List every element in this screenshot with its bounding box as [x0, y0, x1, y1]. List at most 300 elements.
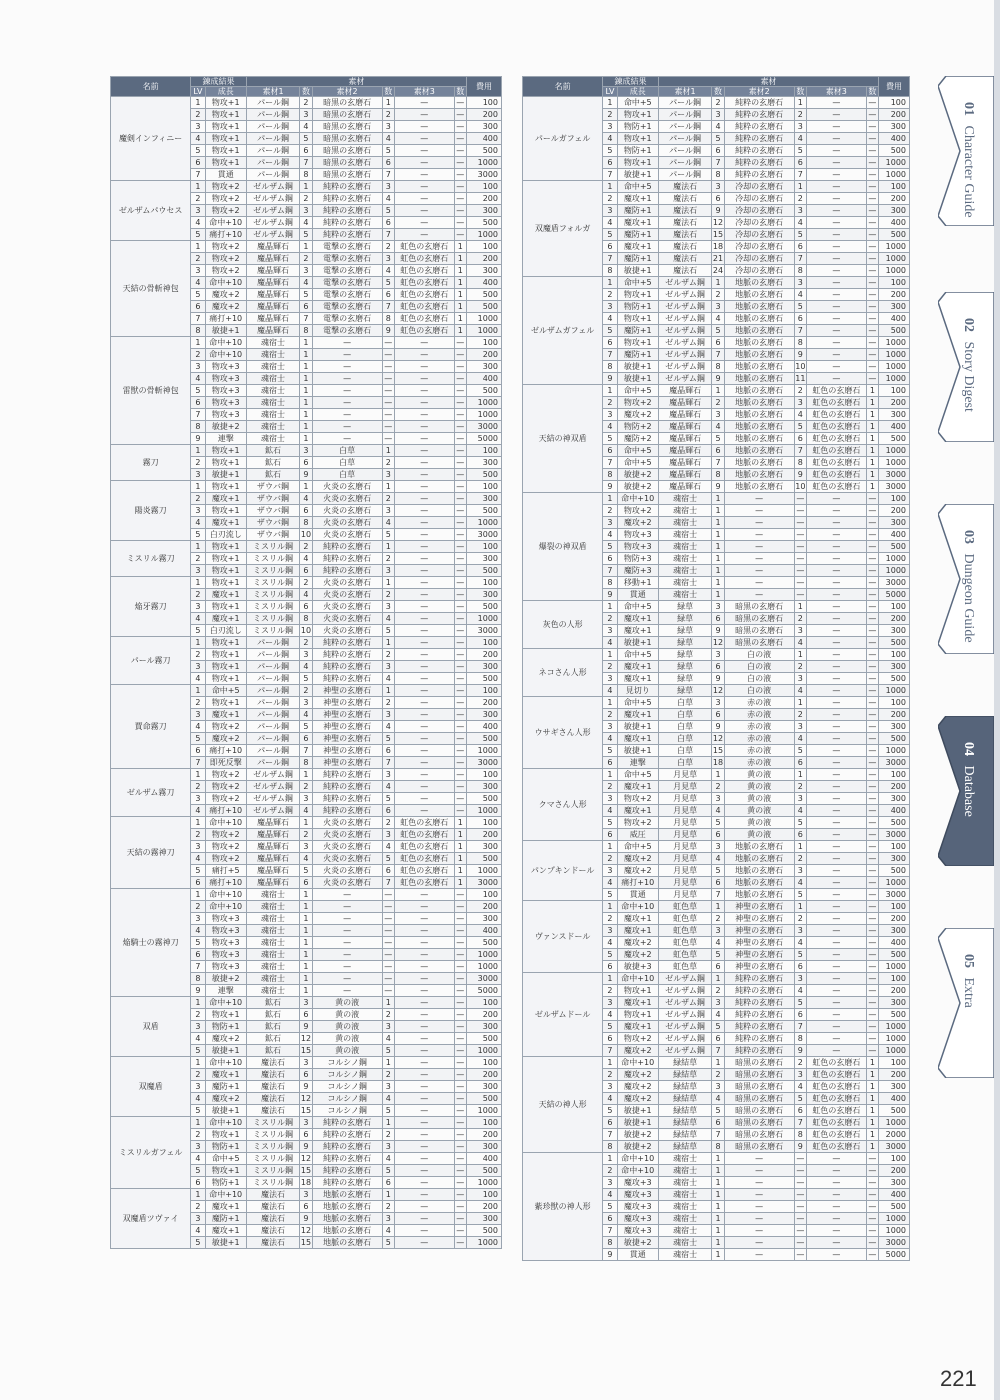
table-cell: 4: [603, 637, 617, 649]
table-cell: —: [454, 1057, 466, 1069]
table-cell: 虹色の玄磨石: [807, 433, 867, 445]
table-cell: 400: [879, 937, 910, 949]
table-cell: 純粋の玄磨石: [312, 637, 382, 649]
table-cell: 5: [300, 673, 312, 685]
table-cell: 2: [382, 241, 394, 253]
header-growth: 成長: [205, 87, 246, 97]
table-cell: 18: [712, 757, 724, 767]
table-cell: 5000: [879, 1249, 910, 1261]
table-cell: —: [454, 973, 466, 985]
table-cell: 魔晶輝石: [246, 829, 300, 841]
table-cell: 命中+10: [205, 997, 246, 1009]
table-cell: —: [807, 181, 867, 193]
table-cell: 1: [603, 901, 617, 913]
table-cell: 魔法石: [246, 1093, 300, 1105]
table-cell: 15: [712, 229, 724, 239]
table-cell: ゼルザム鋼: [246, 769, 300, 781]
table-cell: —: [866, 853, 878, 865]
table-row: [523, 769, 910, 781]
table-cell: —: [866, 1009, 878, 1021]
table-cell: 物攻+1: [617, 157, 658, 169]
table-cell: 7: [794, 253, 806, 265]
table-cell: 7: [300, 745, 312, 757]
table-cell: 4: [300, 121, 312, 133]
table-cell: 1: [866, 457, 878, 469]
table-cell: 2: [191, 829, 205, 841]
table-cell: 虹色の玄磨石: [394, 289, 454, 301]
table-cell: 魂宿士: [658, 517, 712, 529]
tab-story-digest[interactable]: [938, 292, 994, 442]
table-cell: ミスリル鋼: [246, 553, 300, 565]
table-cell: 魔攻+2: [617, 1081, 658, 1093]
table-cell: 1000: [879, 565, 910, 577]
table-cell: 純粋の玄磨石: [312, 781, 382, 793]
table-cell: 300: [466, 457, 501, 469]
table-cell: —: [807, 337, 867, 349]
table-cell: 7: [382, 877, 394, 889]
table-cell: —: [394, 1165, 454, 1177]
table-cell: 痛打+5: [205, 865, 246, 877]
table-cell: 1000: [466, 1177, 501, 1189]
table-cell: —: [807, 169, 867, 181]
table-cell: 3: [382, 661, 394, 673]
table-cell: 神聖の玄磨石: [312, 685, 382, 697]
table-cell: 400: [879, 217, 910, 229]
table-cell: 3: [300, 265, 312, 277]
table-cell: 魔攻+1: [617, 913, 658, 925]
table-cell: —: [394, 565, 454, 577]
table-cell: 500: [466, 1165, 501, 1177]
table-cell: ゼルザム鋼: [246, 229, 300, 241]
table-cell: 魔法石: [246, 1237, 300, 1249]
table-cell: 9: [300, 1141, 312, 1153]
table-cell: —: [794, 589, 806, 601]
table-cell: —: [807, 925, 867, 937]
table-cell: 1: [866, 1129, 878, 1141]
table-cell: 200: [466, 1129, 501, 1141]
table-cell: 1: [866, 1117, 878, 1129]
table-cell: 5: [712, 133, 724, 145]
table-cell: 3: [603, 625, 617, 637]
table-cell: 物攻+2: [617, 397, 658, 409]
table-cell: 100: [466, 97, 501, 109]
table-cell: 6: [712, 709, 724, 721]
table-cell: 1: [712, 769, 724, 781]
table-cell: 2: [712, 1069, 724, 1081]
item-name: 賈命霧刀: [111, 685, 191, 769]
table-cell: 1: [454, 877, 466, 889]
table-cell: —: [807, 961, 867, 973]
table-cell: 3: [191, 841, 205, 853]
table-cell: 火炎の玄磨石: [312, 625, 382, 637]
table-cell: 4: [794, 985, 806, 997]
table-cell: —: [454, 1201, 466, 1213]
table-cell: 敏捷+1: [205, 1105, 246, 1117]
table-row: [111, 997, 502, 1009]
table-cell: —: [394, 637, 454, 649]
table-cell: 1: [454, 853, 466, 865]
table-cell: 純粋の玄磨石: [724, 1009, 794, 1021]
table-cell: ゼルザム鋼: [658, 985, 712, 997]
table-cell: 1: [300, 373, 312, 385]
table-cell: —: [394, 409, 454, 421]
table-cell: —: [394, 361, 454, 373]
table-cell: 200: [879, 193, 910, 205]
table-cell: 物攻+1: [205, 601, 246, 613]
table-cell: 1: [866, 469, 878, 481]
table-cell: 3000: [879, 1237, 910, 1249]
table-cell: 魂宿士: [658, 553, 712, 565]
table-cell: 虹色の玄磨石: [807, 1105, 867, 1117]
table-cell: —: [724, 493, 794, 505]
table-cell: 5: [300, 865, 312, 877]
table-cell: 電撃の玄磨石: [312, 325, 382, 337]
table-cell: 1000: [879, 1045, 910, 1057]
table-cell: —: [454, 577, 466, 589]
table-row: [111, 445, 502, 457]
table-cell: 1: [191, 637, 205, 649]
table-cell: —: [866, 709, 878, 721]
table-cell: —: [866, 817, 878, 829]
table-cell: 神聖の玄磨石: [312, 709, 382, 721]
table-cell: 8: [794, 265, 806, 277]
table-cell: —: [807, 757, 867, 769]
table-cell: 300: [879, 661, 910, 673]
table-cell: ザウバ鋼: [246, 481, 300, 493]
table-cell: —: [394, 1213, 454, 1225]
table-cell: 暗黒の玄磨石: [724, 625, 794, 637]
table-cell: 4: [794, 877, 806, 889]
table-row: [523, 385, 910, 397]
table-cell: 緑結草: [658, 1105, 712, 1117]
table-cell: 4: [300, 553, 312, 565]
table-cell: —: [454, 205, 466, 217]
table-cell: —: [454, 1045, 466, 1057]
header-qty: 数: [712, 87, 724, 97]
table-cell: 5: [191, 385, 205, 397]
table-cell: 虹色の玄磨石: [807, 421, 867, 433]
table-cell: 300: [879, 409, 910, 421]
table-cell: 3: [300, 205, 312, 217]
table-cell: ゼルザム鋼: [246, 217, 300, 229]
table-cell: 3000: [879, 889, 910, 901]
table-cell: 5: [603, 1021, 617, 1033]
table-cell: 1: [300, 937, 312, 949]
table-cell: 5: [191, 1105, 205, 1117]
table-cell: 純粋の玄磨石: [312, 1177, 382, 1189]
table-cell: —: [807, 577, 867, 589]
table-cell: 2: [382, 589, 394, 601]
table-cell: —: [866, 1153, 878, 1165]
table-cell: —: [866, 505, 878, 517]
table-cell: 魔法石: [246, 1225, 300, 1237]
table-cell: 物防+1: [205, 1021, 246, 1033]
table-cell: 敏捷+1: [617, 265, 658, 277]
table-cell: 5: [712, 817, 724, 829]
table-cell: —: [382, 961, 394, 973]
table-cell: —: [312, 937, 382, 949]
table-cell: —: [394, 1057, 454, 1069]
table-cell: 魔防+1: [617, 229, 658, 241]
table-cell: —: [807, 877, 867, 889]
tab-label: 02 Story Digest: [961, 318, 976, 412]
table-cell: 地脈の玄磨石: [724, 469, 794, 481]
table-cell: 魔晶輝石: [658, 445, 712, 457]
table-cell: 物攻+1: [205, 649, 246, 661]
table-cell: 8: [603, 1141, 617, 1153]
table-cell: 敏捷+1: [617, 1117, 658, 1129]
table-cell: 1: [191, 481, 205, 493]
table-cell: 純粋の玄磨石: [724, 1021, 794, 1033]
table-cell: 8: [794, 1033, 806, 1045]
table-cell: —: [394, 1201, 454, 1213]
table-cell: 火炎の玄磨石: [312, 829, 382, 841]
table-cell: 300: [879, 301, 910, 313]
table-cell: —: [454, 397, 466, 409]
table-cell: 魔防+2: [617, 433, 658, 445]
table-cell: —: [807, 793, 867, 805]
table-cell: 500: [466, 385, 501, 397]
table-cell: 2: [603, 853, 617, 865]
table-cell: 6: [300, 1069, 312, 1081]
table-cell: 物攻+2: [617, 505, 658, 517]
table-cell: 鉱石: [246, 469, 300, 481]
table-cell: ゼルザム鋼: [246, 205, 300, 217]
table-cell: 虹色の玄磨石: [807, 1057, 867, 1069]
header-qty: 数: [866, 87, 878, 97]
item-name: 双魔盾ツヴァイ: [111, 1189, 191, 1249]
table-cell: 電撃の玄磨石: [312, 313, 382, 325]
table-cell: 地脈の玄磨石: [724, 325, 794, 337]
table-cell: 2: [300, 97, 312, 109]
table-cell: 敏捷+3: [617, 961, 658, 973]
table-cell: 6: [300, 733, 312, 745]
table-cell: —: [394, 169, 454, 181]
table-cell: 魔防+1: [617, 205, 658, 217]
table-cell: 物攻+3: [205, 937, 246, 949]
table-cell: 100: [879, 97, 910, 109]
table-cell: 1: [866, 1069, 878, 1081]
table-cell: パール鋼: [246, 169, 300, 181]
table-row: [111, 97, 502, 109]
table-cell: ゼルザム鋼: [246, 181, 300, 193]
table-cell: —: [394, 1141, 454, 1153]
table-cell: 7: [191, 169, 205, 181]
table-cell: —: [394, 1153, 454, 1165]
table-cell: パール鋼: [246, 121, 300, 133]
table-cell: 白草: [658, 745, 712, 757]
item-name: 天結の神双盾: [523, 385, 603, 493]
table-cell: 魔法石: [658, 205, 712, 217]
table-cell: 痛打+10: [617, 877, 658, 889]
table-cell: 鉱石: [246, 445, 300, 457]
table-cell: 虹色の玄磨石: [394, 253, 454, 265]
table-cell: 21: [712, 253, 724, 263]
table-cell: 3000: [879, 469, 910, 481]
table-cell: 魔法石: [658, 217, 712, 229]
table-cell: 命中+5: [617, 385, 658, 397]
table-cell: 6: [191, 157, 205, 169]
table-cell: 100: [466, 1189, 501, 1201]
table-cell: 地脈の玄磨石: [312, 1225, 382, 1237]
table-cell: 物攻+1: [205, 541, 246, 553]
table-cell: 純粋の玄磨石: [312, 565, 382, 577]
table-cell: 虹色の玄磨石: [807, 1141, 867, 1153]
table-cell: —: [382, 937, 394, 949]
table-cell: 暗黒の玄磨石: [724, 613, 794, 625]
table-cell: —: [312, 949, 382, 961]
table-cell: 魂宿士: [246, 985, 300, 997]
tab-extra[interactable]: [938, 928, 994, 1078]
table-cell: 魔晶輝石: [658, 385, 712, 397]
table-cell: 3: [712, 841, 724, 853]
table-cell: 火炎の玄磨石: [312, 853, 382, 865]
table-cell: —: [394, 229, 454, 241]
table-cell: 2: [191, 193, 205, 205]
table-cell: 純粋の玄磨石: [312, 1165, 382, 1177]
header-cost: 費用: [466, 77, 501, 97]
table-cell: 物攻+1: [205, 577, 246, 589]
table-cell: 暗黒の玄磨石: [724, 1141, 794, 1153]
table-cell: —: [866, 1237, 878, 1249]
table-cell: 6: [603, 961, 617, 973]
table-cell: 8: [300, 757, 312, 769]
table-cell: 9: [382, 325, 394, 337]
table-cell: 魂宿士: [658, 589, 712, 601]
table-cell: —: [382, 361, 394, 373]
table-cell: 2: [382, 457, 394, 469]
table-cell: 6: [603, 829, 617, 841]
table-cell: 虹色の玄磨石: [807, 1093, 867, 1105]
table-cell: パール鋼: [246, 697, 300, 709]
page-number: 221: [940, 1366, 977, 1391]
table-cell: —: [394, 1237, 454, 1249]
table-cell: —: [382, 985, 394, 997]
table-cell: —: [454, 589, 466, 601]
table-cell: 4: [191, 613, 205, 625]
table-cell: 3: [191, 205, 205, 217]
table-cell: 200: [879, 613, 910, 625]
table-cell: 4: [382, 1225, 394, 1237]
table-cell: —: [866, 1045, 878, 1057]
header-growth: 成長: [617, 87, 658, 97]
item-name: ゼルザムパウセス: [111, 181, 191, 241]
table-cell: 3: [712, 601, 724, 613]
table-cell: 4: [794, 637, 806, 649]
table-cell: —: [454, 721, 466, 733]
table-cell: —: [807, 1045, 867, 1057]
table-cell: —: [807, 817, 867, 829]
table-cell: —: [807, 1237, 867, 1249]
table-cell: —: [807, 829, 867, 841]
table-cell: 純粋の玄磨石: [724, 121, 794, 133]
table-cell: 6: [603, 757, 617, 769]
table-cell: —: [382, 349, 394, 361]
table-cell: 地脈の玄磨石: [724, 841, 794, 853]
table-cell: 魔晶輝石: [658, 397, 712, 409]
table-cell: 1: [300, 349, 312, 361]
table-cell: 敏捷+1: [617, 1105, 658, 1117]
table-cell: 3: [794, 277, 806, 289]
table-cell: 5: [191, 733, 205, 745]
table-cell: 魔晶輝石: [246, 277, 300, 289]
table-cell: 3: [191, 121, 205, 133]
table-cell: 魔攻+3: [617, 1201, 658, 1213]
tab-database[interactable]: [938, 716, 994, 866]
table-cell: 7: [603, 565, 617, 577]
table-cell: パール鋼: [246, 157, 300, 169]
table-cell: 1000: [466, 961, 501, 973]
table-cell: —: [866, 685, 878, 697]
table-cell: —: [724, 529, 794, 541]
table-cell: 3: [382, 829, 394, 841]
table-cell: —: [454, 949, 466, 961]
table-cell: 3: [382, 1081, 394, 1093]
table-cell: 黄の液: [312, 997, 382, 1009]
table-cell: 200: [879, 985, 910, 997]
table-cell: 6: [603, 445, 617, 457]
table-cell: 3: [191, 601, 205, 613]
table-cell: 4: [300, 805, 312, 817]
table-cell: —: [312, 925, 382, 937]
table-cell: 1000: [466, 229, 501, 241]
table-cell: —: [454, 169, 466, 181]
table-body-right: [523, 97, 910, 1261]
table-cell: —: [807, 553, 867, 565]
table-cell: 4: [382, 841, 394, 853]
table-cell: 5: [382, 529, 394, 541]
table-cell: 400: [879, 529, 910, 541]
table-cell: 地脈の玄磨石: [724, 865, 794, 877]
table-cell: 9: [712, 205, 724, 217]
table-cell: 100: [879, 697, 910, 709]
table-cell: —: [454, 457, 466, 469]
table-cell: —: [724, 541, 794, 553]
table-cell: 魔防+1: [617, 253, 658, 265]
table-cell: 虹色の玄磨石: [807, 481, 867, 493]
table-cell: —: [394, 1045, 454, 1057]
table-cell: —: [866, 529, 878, 541]
table-cell: 2: [300, 781, 312, 793]
item-name: クマさん人形: [523, 769, 603, 841]
table-cell: 2: [603, 613, 617, 625]
tab-dungeon-guide[interactable]: [938, 504, 994, 654]
table-cell: 虹色草: [658, 937, 712, 949]
table-cell: 300: [879, 997, 910, 1009]
table-cell: 4: [382, 673, 394, 685]
table-cell: 魔晶輝石: [658, 481, 712, 493]
table-cell: 緑結草: [658, 1117, 712, 1129]
table-cell: 300: [466, 913, 501, 925]
table-cell: 純粋の玄磨石: [724, 97, 794, 109]
table-cell: 5: [603, 817, 617, 829]
table-cell: 敏捷+2: [617, 469, 658, 481]
table-cell: 100: [466, 181, 501, 193]
table-cell: 4: [603, 877, 617, 889]
table-cell: 魔晶輝石: [246, 241, 300, 253]
table-cell: —: [807, 349, 867, 361]
table-cell: —: [794, 1165, 806, 1177]
table-cell: 4: [300, 493, 312, 505]
table-cell: 200: [466, 1009, 501, 1021]
table-cell: —: [866, 757, 878, 769]
table-cell: 5: [191, 625, 205, 637]
tab-character-guide[interactable]: [938, 76, 994, 226]
table-cell: —: [394, 949, 454, 961]
table-cell: 1: [300, 817, 312, 829]
table-cell: 2: [191, 457, 205, 469]
table-cell: 500: [879, 1201, 910, 1213]
